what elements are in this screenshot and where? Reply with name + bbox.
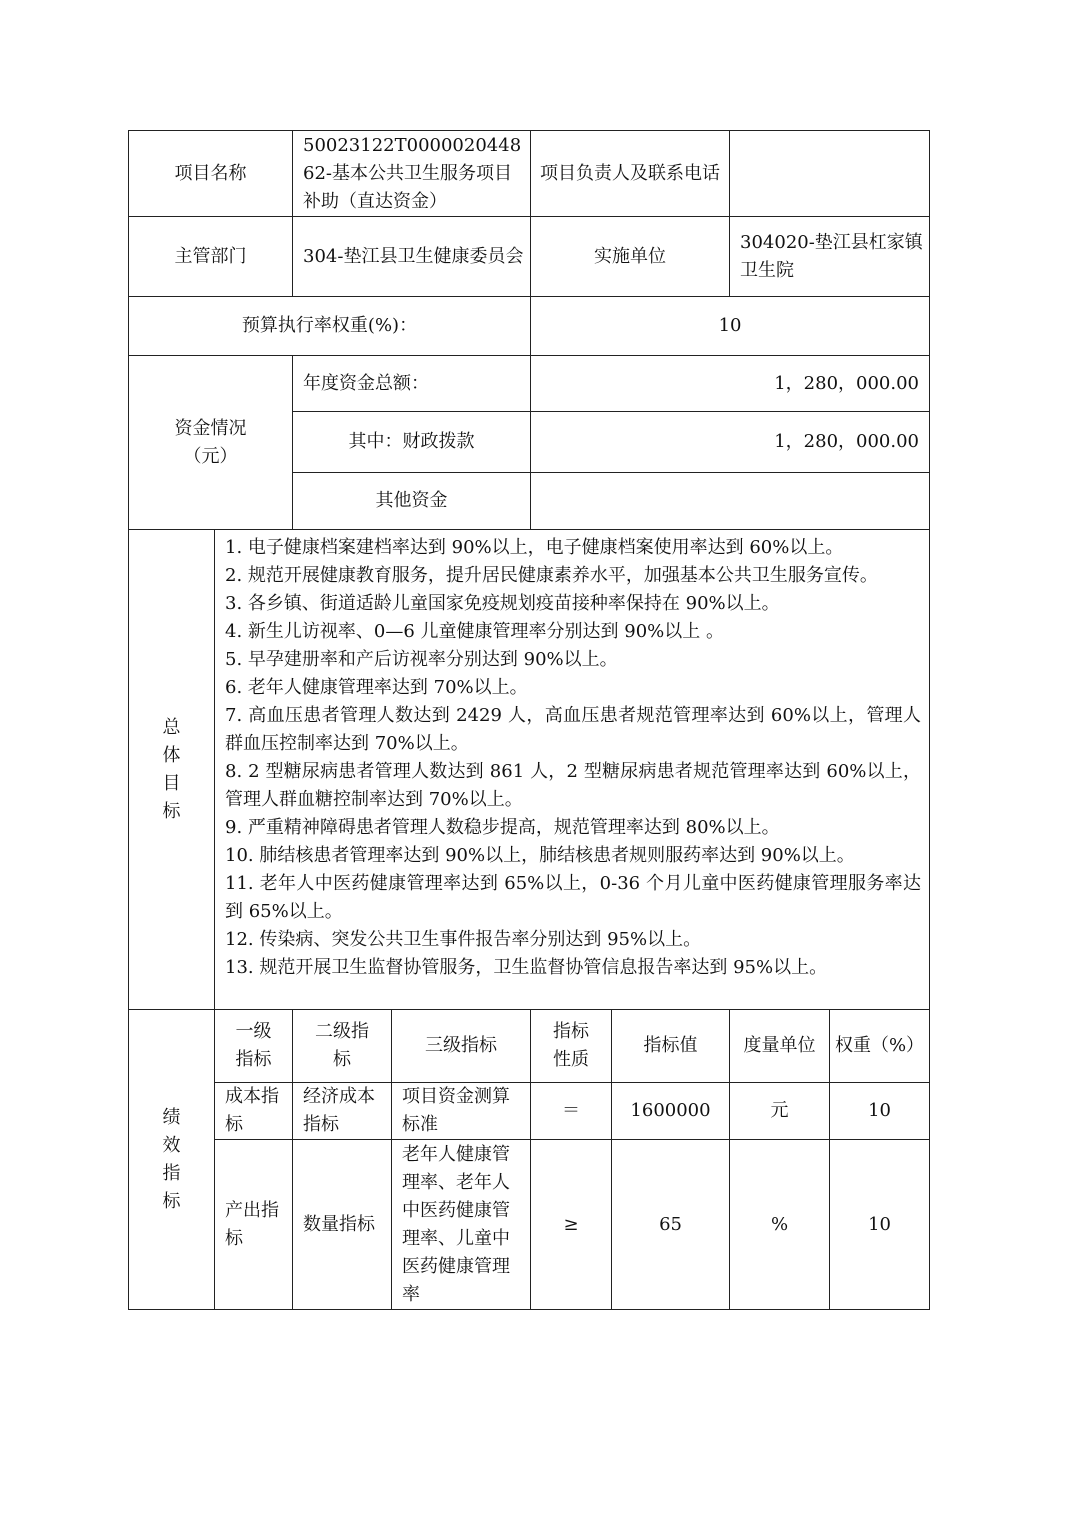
project-contact-value [730,131,930,217]
funds-label-line2: （元） [183,445,238,467]
row1-level3: 项目资金测算标准 [392,1083,531,1140]
goal-item: 3. 各乡镇、街道适龄儿童国家免疫规划疫苗接种率保持在 90%以上。 [225,593,780,614]
goals-label-char: 目 [162,772,181,794]
project-name-label: 项目名称 [129,131,293,217]
row2-weight: 10 [830,1140,930,1310]
goal-item: 9. 严重精神障碍患者管理人数稳步提高，规范管理率达到 80%以上。 [225,817,780,838]
row1-unit: 元 [730,1083,830,1140]
impl-unit-label: 实施单位 [531,217,730,297]
row2-level3: 老年人健康管理率、老年人中医药健康管理率、儿童中医药健康管理率 [392,1140,531,1310]
other-funds-label: 其他资金 [293,473,531,530]
budget-weight-label: 预算执行率权重(%)： [129,297,531,356]
dept-value: 304-垫江县卫生健康委员会 [293,217,531,297]
dept-label: 主管部门 [129,217,293,297]
goal-item: 8. 2 型糖尿病患者管理人数达到 861 人，2 型糖尿病患者规范管理率达到 60%以上，管理人群血糖控制率达到 70%以上。 [225,761,922,810]
fiscal-allocation-value: 1，280，000.00 [531,412,930,473]
other-funds-value [531,473,930,530]
header-nature: 指标性质 [531,1010,612,1083]
overall-goals-label [129,530,215,1010]
goal-item: 12. 传染病、突发公共卫生事件报告率分别达到 95%以上。 [225,929,702,950]
goal-item: 13. 规范开展卫生监督协管服务，卫生监督协管信息报告率达到 95%以上。 [225,957,828,978]
goal-item: 10. 肺结核患者管理率达到 90%以上，肺结核患者规则服药率达到 90%以上。 [225,845,855,866]
goal-item: 2. 规范开展健康教育服务，提升居民健康素养水平，加强基本公共卫生服务宣传。 [225,565,878,586]
header-level1: 一级指标 [215,1010,293,1083]
perf-label-char: 标 [162,1190,181,1212]
goals-label-char: 体 [162,744,181,766]
perf-label-char: 指 [162,1162,181,1184]
row1-value: 1600000 [612,1083,730,1140]
row1-nature: ＝ [531,1083,612,1140]
header-level2: 二级指标 [293,1010,392,1083]
goals-label-char: 标 [162,800,181,822]
project-form-sheet [128,130,929,1310]
perf-label-char: 绩 [162,1106,181,1128]
fiscal-allocation-label: 其中：财政拨款 [293,412,531,473]
row1-weight: 10 [830,1083,930,1140]
row2-level1: 产出指标 [215,1140,293,1310]
row1-level2: 经济成本指标 [293,1083,392,1140]
project-contact-label: 项目负责人及联系电话 [531,131,730,217]
funds-label [129,356,293,530]
row2-nature: ≥ [531,1140,612,1310]
goal-item: 6. 老年人健康管理率达到 70%以上。 [225,677,528,698]
impl-unit-value: 304020-垫江县杠家镇卫生院 [730,217,930,297]
row2-value: 65 [612,1140,730,1310]
goal-item: 5. 早孕建册率和产后访视率分别达到 90%以上。 [225,649,618,670]
project-table [128,130,930,1310]
annual-total-label: 年度资金总额： [293,356,531,412]
annual-total-value: 1，280，000.00 [531,356,930,412]
perf-label-char: 效 [162,1134,181,1156]
row2-level2: 数量指标 [293,1140,392,1310]
goal-item: 11. 老年人中医药健康管理率达到 65%以上，0-36 个月儿童中医药健康管理服务率达到 65%以上。 [225,873,922,922]
row2-unit: % [730,1140,830,1310]
goal-item: 4. 新生儿访视率、0—6 儿童健康管理率分别达到 90%以上 。 [225,621,724,642]
performance-label [129,1010,215,1310]
project-name-value: 50023122T000002044862-基本公共卫生服务项目补助（直达资金） [293,131,531,217]
funds-label-line1: 资金情况 [174,417,247,439]
row1-level1: 成本指标 [215,1083,293,1140]
header-value: 指标值 [612,1010,730,1083]
header-unit: 度量单位 [730,1010,830,1083]
goal-item: 7. 高血压患者管理人数达到 2429 人，高血压患者规范管理率达到 60%以上，管理人群血压控制率达到 70%以上。 [225,705,922,754]
goals-label-char: 总 [162,716,181,738]
header-level3: 三级指标 [392,1010,531,1083]
budget-weight-value: 10 [531,297,930,356]
overall-goals-list [215,530,930,1010]
goal-item: 1. 电子健康档案建档率达到 90%以上，电子健康档案使用率达到 60%以上。 [225,537,844,558]
header-weight: 权重（%） [830,1010,930,1083]
